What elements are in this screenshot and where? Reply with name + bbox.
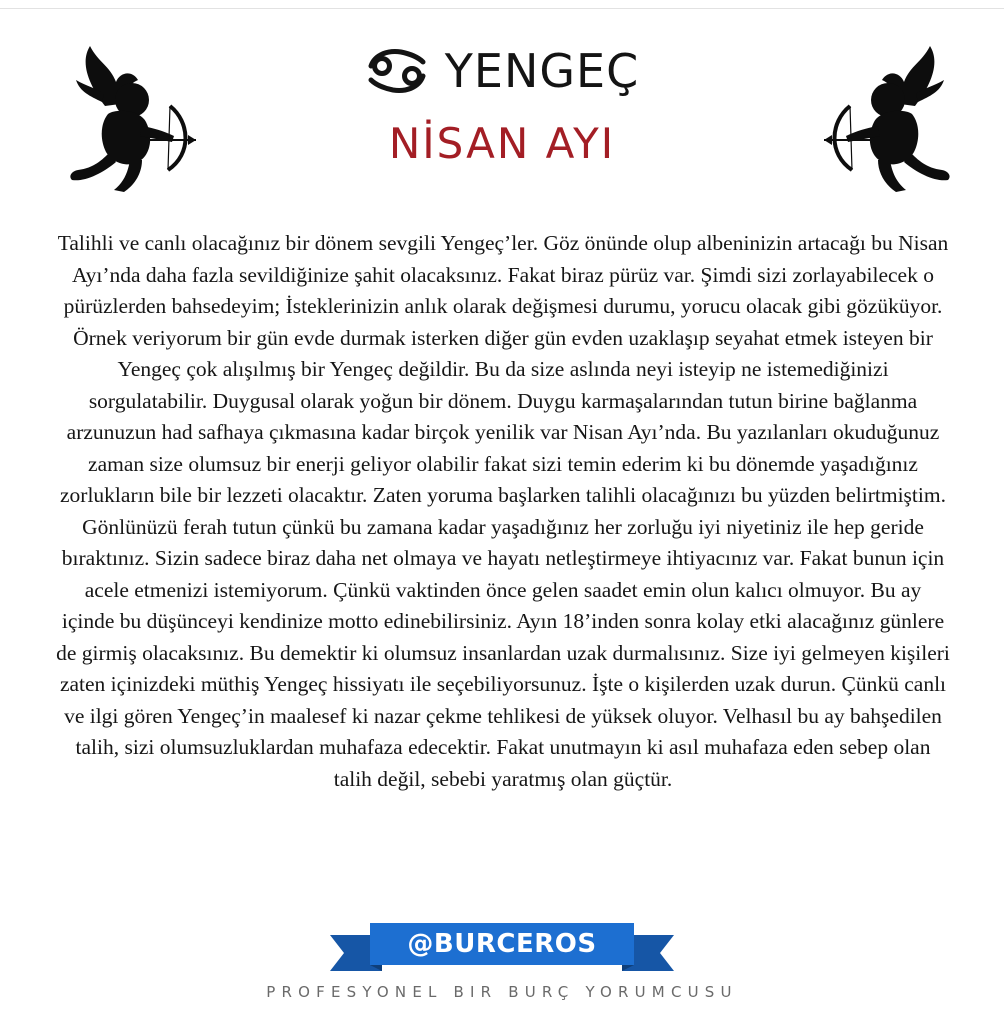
title-text: YENGEÇ xyxy=(444,44,640,98)
handle-label: @BURCEROS xyxy=(407,929,597,959)
tagline: PROFESYONEL BIR BURÇ YORUMCUSU xyxy=(266,983,738,1001)
handle-ribbon xyxy=(330,921,674,977)
cancer-sign-icon xyxy=(365,46,429,96)
page-subtitle: NİSAN AYI xyxy=(388,119,616,168)
horoscope-text: Talihli ve canlı olacağınız bir dönem sevgili Yengeç’ler. Göz önünde olup albeninizin artacağı bu Nisan Ayı’nda daha fazla sevildiğinize şahit olacaksınız. Fakat biraz pürüz var. Şimdi sizi zorlayabilecek o pürüzlerden bahsedeyim; İsteklerinizin anlık olarak değişmesi durumu, yorucu olacak gibi gözüküyor. Örnek veriyorum bir gün evde durmak isterken diğer gün evden uzaklaşıp seyahat etmek isteyen bir Yengeç çok alışılmış bir Yengeç değildir. Bu da size aslında neyi isteyip ne istemediğinizi sorgulatabilir. Duygusal olarak yoğun bir dönem. Duygu karmaşalarından tutun birine bağlanma arzunuzun had safhaya çıkmasına kadar birçok yenilik var Nisan Ayı’nda. Bu yazılanları okuduğunuz zaman size olumsuz bir enerji geliyor olabilir fakat sizi temin ederim ki bu dönemde yaşadığınız zorlukların bile bir lezzeti olacaktır. Zaten yoruma başlarken talihli olacağınızı bu yüzden belirtmiştim. Gönlünüzü ferah tutun çünkü bu zamana kadar yaşadığınız her zorluğu iyi niyetiniz ile hep geride bıraktınız. Sizin sadece biraz daha net olmaya ve hayatı netleştirmeye ihtiyacınız var. Fakat bunun için acele etmenizi istemiyorum. Çünkü vaktinden önce gelen saadet emin olun kalıcı olmuyor. Bu ay içinde bu düşünceyi kendinize motto edinebilirsiniz. Ayın 18’inden sonra kolay etki alacağınız günlere de girmiş olacaksınız. Bu demektir ki olumsuz insanlardan uzak durmalısınız. Size iyi gelmeyen kişileri zaten içinizdeki müthiş Yengeç hissiyatı ile seçebiliyorsunuz. İşte o kişilerden uzak durun. Çünkü canlı ve ilgi gören Yengeç’in maalesef ki nazar çekme tehlikesi de yüksek oluyor. Velhasıl bu ay bahşedilen talih, sizi olumsuzluklardan muhafaza edecektir. Fakat unutmayın ki asıl muhafaza eden sebep olan talih değil, sebebi yaratmış olan güçtür. xyxy=(56,231,950,791)
header xyxy=(0,44,1004,168)
page-title xyxy=(365,44,639,98)
top-divider xyxy=(0,8,1004,9)
